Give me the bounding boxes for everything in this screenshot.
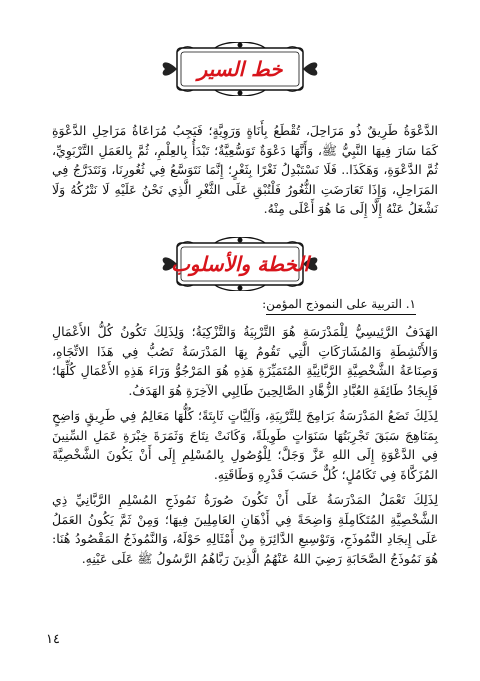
section-title: خط السير — [197, 57, 283, 81]
subheading — [146, 297, 416, 311]
body-paragraph: لِذَلِكَ تَعْمَلُ المَدْرَسَةُ عَلَى أَنْ تَكُونَ صُورَةُ نَمُوذَجِ المُسْلِمِ الرَّبَّانِيِّ ذِي الشَّخْصِيَّةِ المُتَكَامِلَةِ وَاضِحَةً فِي أَذْهَانِ العَامِلِينَ فِيهَا؛ وَمِنْ ثَمَّ يَكُونُ العَمَلُ عَلَى إِيجَادِ النَّمُوذَجِ، وَتَوْسِيعِ الدَّائِرَةِ مِنْ أَمْثَالِهِ حَوْلَهُ، وَالنَّمُوذَجُ المَقْصُودُ هُنَا: هُوَ نَمُوذَجُ الصَّحَابَةِ رَضِيَ اللهُ عَنْهُمُ الَّذِينَ رَبَّاهُمُ الرَّسُولُ ﷺ عَلَى عَيْنِهِ. — [52, 492, 438, 566]
section-title: الخطة والأسلوب — [171, 252, 309, 276]
page-number: ١٤ — [46, 632, 60, 647]
section-banner-ornament — [155, 237, 325, 291]
body-paragraph: الهَدَفُ الرَّئِيسِيُّ لِلْمَدْرَسَةِ هُوَ التَّرْبِيَةُ وَالتَّزْكِيَةُ؛ وَلِذَلِكَ تَكُونُ كُلُّ الأَعْمَالِ وَالأَنْشِطَةِ وَالمُشَارَكَاتِ الَّتِي تَقُومُ بِهَا المَدْرَسَةُ تَصُبُّ فِي هَذَا الاتِّجَاهِ، وَصِنَاعَةُ الشَّخْصِيَّةِ الرَّبَّانِيَّةِ المُتَمَيِّزَةِ هَذِهِ هُوَ المَرْجُوُّ وَرَاءَ هَذِهِ الأَعْمَالِ كُلِّهَا؛ فَإِيجَادُ طَائِفَةِ العُبَّادِ الزُّهَّادِ الصَّالِحِينَ طَالِبِي الآخِرَةِ هُوَ الهَدَفُ. — [52, 324, 438, 398]
subheading-underline — [266, 314, 416, 315]
intro-paragraph: الدَّعْوَةُ طَرِيقٌ ذُو مَرَاحِلَ، تُقْطَعُ بِأَنَاةٍ وَرَوِيَّةٍ؛ فَيَجِبُ مُرَاعَاةُ مَرَاحِلِ الدَّعْوَةِ كَمَا سَارَ فِيهَا النَّبِيُّ ﷺ، وَأَنَّهَا دَعْوَةٌ تَوَسُّعِيَّةٌ؛ تَبْدَأُ بِالعِلْمِ، ثُمَّ بِالعَمَلِ التَّرْبَوِيِّ، ثُمَّ الدَّعْوَةِ، وَهَكَذَا.. فَلَا نَسْتَبْدِلُ ثَغْرًا بِثَغْرٍ؛ إِنَّمَا نَتَوَسَّعُ فِي ثُغُورِنَا، وَنَتَدَرَّجُ فِي المَرَاحِلِ، وَإِذَا تَعَارَضَتِ الثُّغُورُ فَلْنُبْقِ عَلَى الثَّغْرِ الَّذِي نَحْنُ عَلَيْهِ لَا نَتْرُكُهُ وَلَا نَشْغَلُ عَنْهُ إِلَّا إِلَى مَا هُوَ أَعْلَى مِنْهُ. — [52, 123, 438, 216]
subheading-text: ١. التربية على النموذج المؤمن: — [262, 297, 416, 311]
title-banner-ornament — [155, 42, 325, 96]
body-paragraph: لِذَلِكَ تَضَعُ المَدْرَسَةُ بَرَامِجَ لِلتَّرْبِيَةِ، وَآلِيَّاتٍ ثَابِتَةً؛ كُلُّهَا مَعَالِمُ فِي طَرِيقٍ وَاضِحٍ بِمَنَاهِجَ سَبَقَ تَجْرِبَتُهَا سَنَوَاتٍ طَوِيلَةً، وَكَانَتْ نِتَاجَ وَثَمَرَةَ خِبْرَةِ عَمَلِ السِّنِينَ فِي الدَّعْوَةِ إِلَى اللهِ عَزَّ وَجَلَّ؛ لِلْوُصُولِ بِالمُسْلِمِ إِلَى أَنْ يَكُونَ الشَّخْصِيَّةَ المُزَكَّاةَ فِي تَكَامُلٍ؛ كُلٌّ حَسَبَ قَدْرِهِ وَطَاقَتِهِ. — [52, 408, 438, 482]
